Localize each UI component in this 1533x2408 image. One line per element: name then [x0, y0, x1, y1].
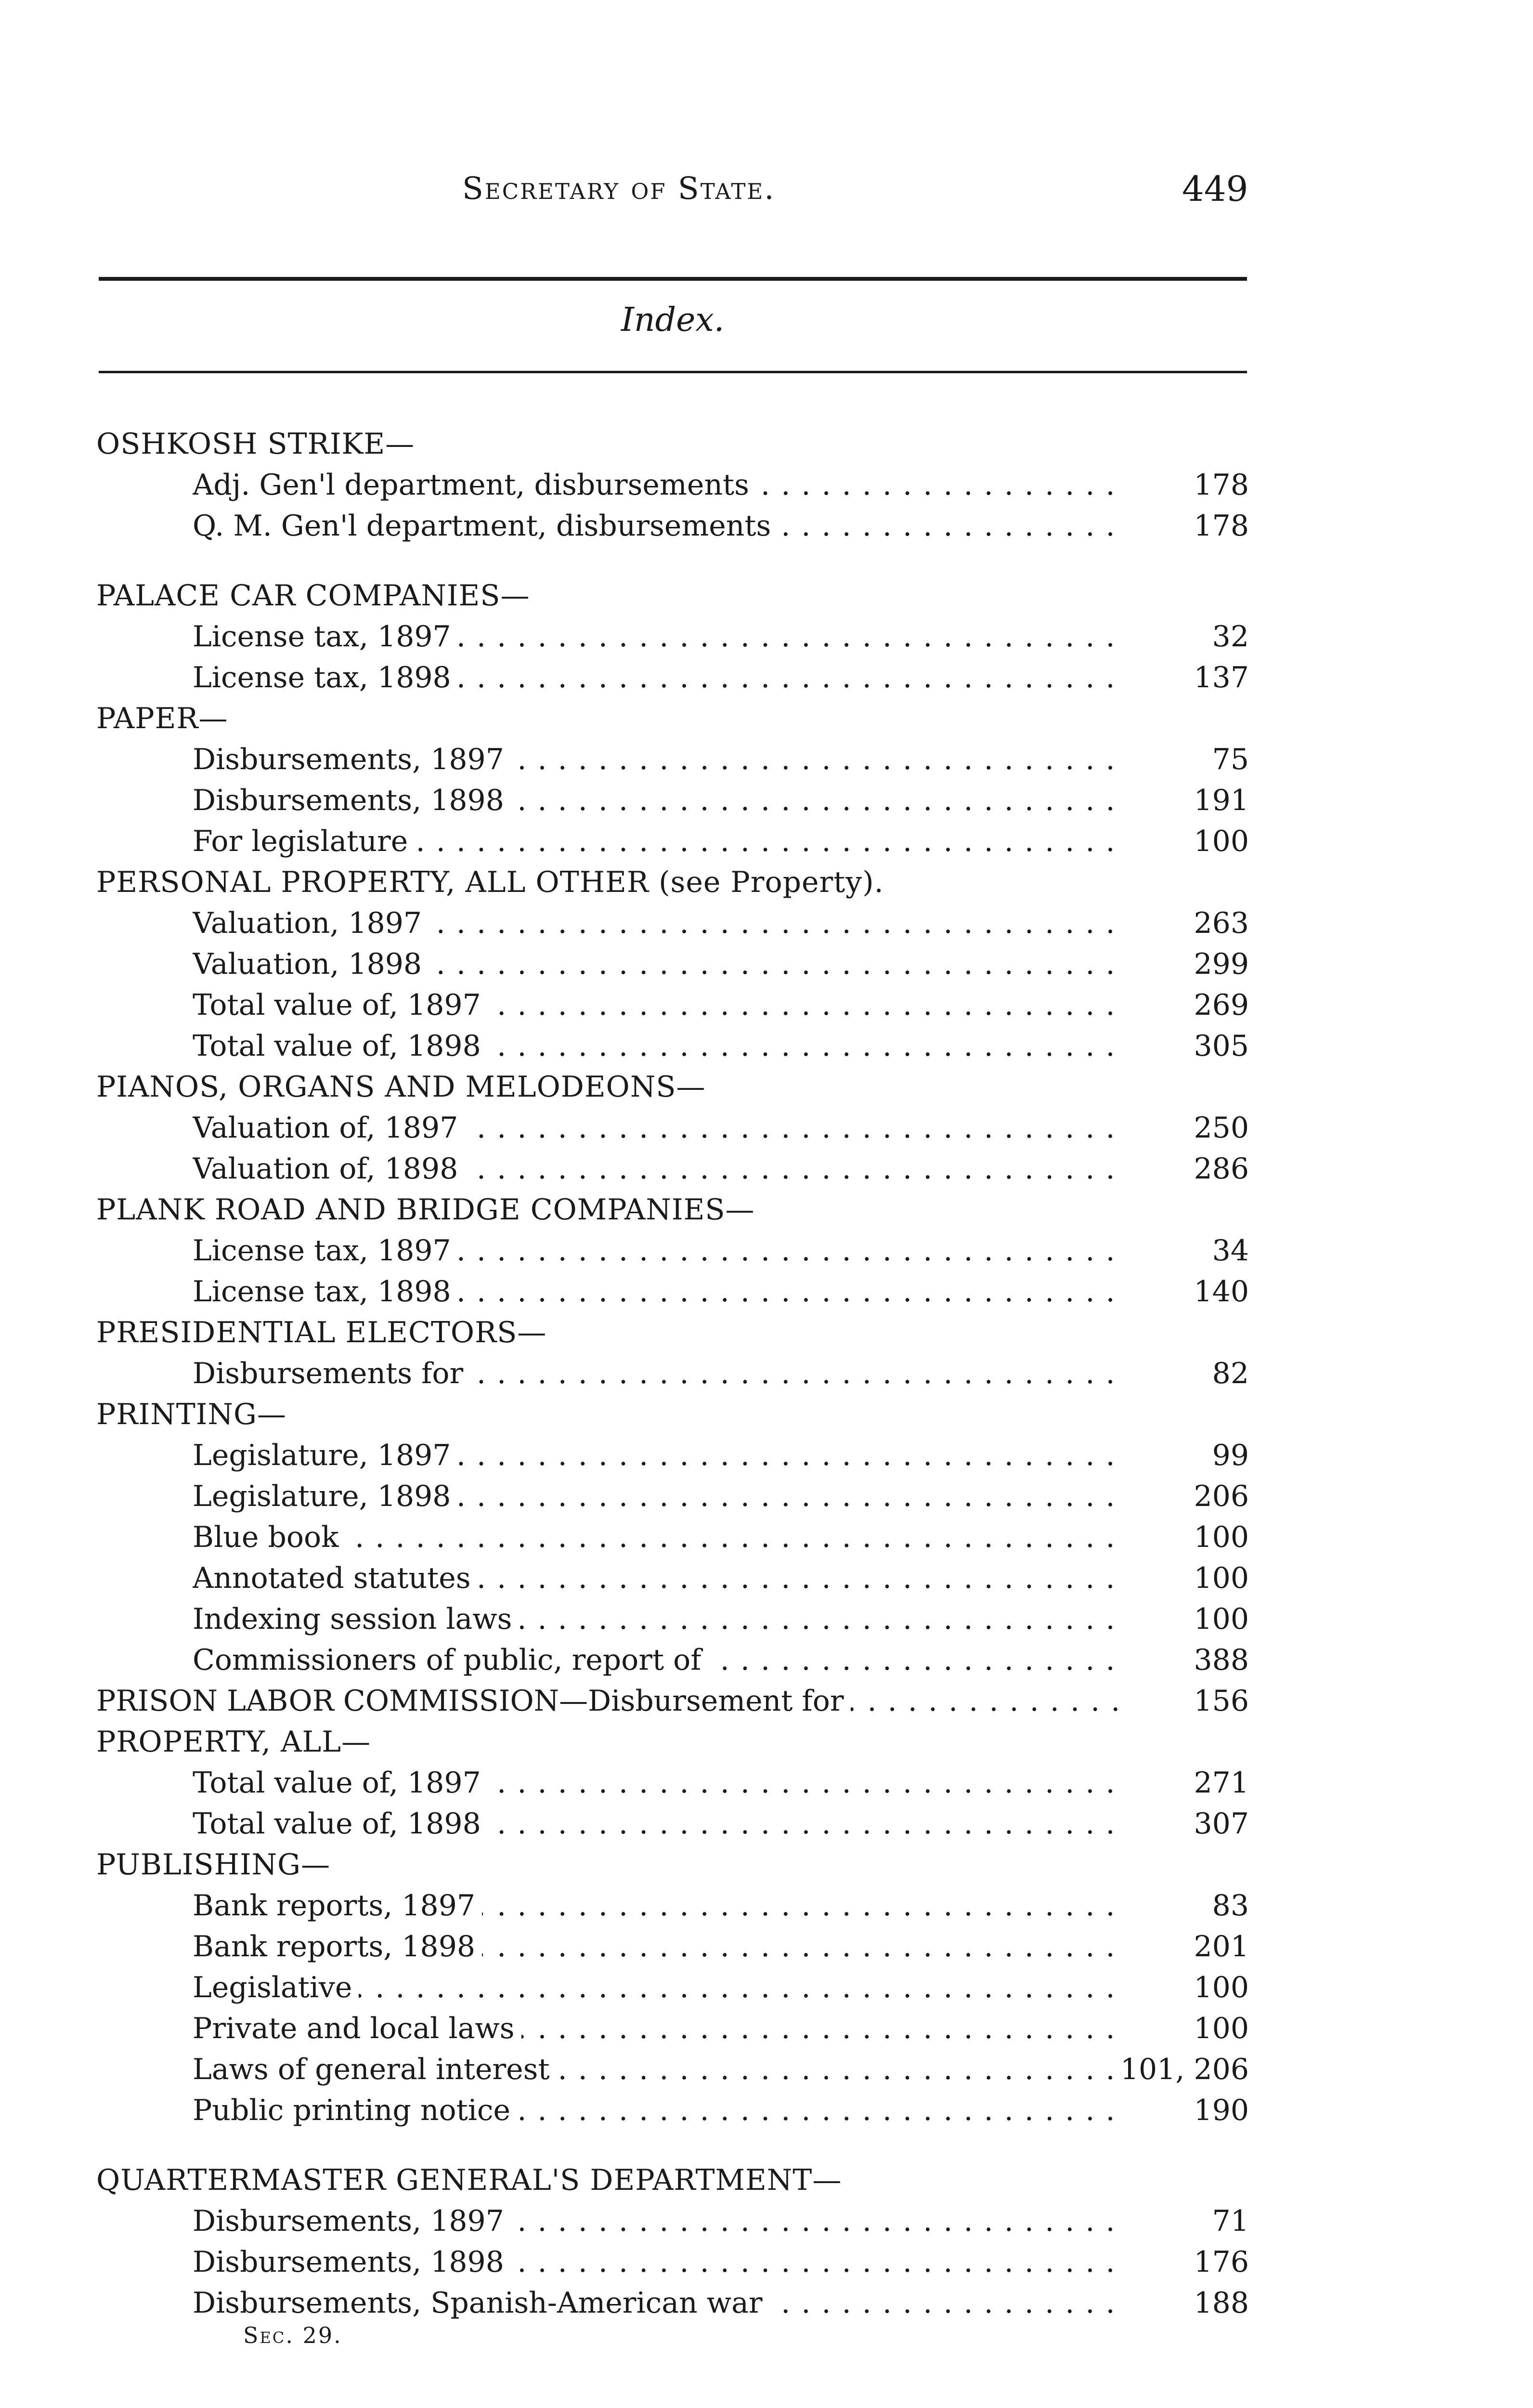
- entry-page-number: 299: [1194, 947, 1249, 981]
- entry-page-number: 34: [1212, 1234, 1249, 1268]
- index-entry-row: [0, 1640, 1533, 1681]
- heading-rule: [99, 371, 1247, 373]
- entry-page-number: 269: [1194, 988, 1249, 1022]
- index-entry-row: [0, 1558, 1533, 1599]
- entry-heading: PALACE CAR COMPANIES—: [96, 579, 530, 613]
- entry-page-number: 188: [1194, 2286, 1249, 2320]
- index-entry-row: [0, 1026, 1533, 1067]
- entry-leader: [193, 1599, 1122, 1640]
- index-heading-row: [0, 862, 1533, 903]
- index-entry-row: [0, 1517, 1533, 1558]
- index-entry-row: [0, 2049, 1533, 2090]
- entry-page-number: 100: [1194, 1602, 1249, 1636]
- index-entry-row: [0, 2008, 1533, 2049]
- index-entry-row: [0, 1149, 1533, 1190]
- index-heading-row: [0, 1394, 1533, 1435]
- index-entry-row: [0, 616, 1533, 657]
- index-entry-row: [0, 1435, 1533, 1476]
- entry-leader: [193, 944, 1122, 985]
- entry-label: Legislative: [193, 1971, 359, 2004]
- entry-leader: [193, 903, 1122, 944]
- entry-label: Valuation, 1898: [193, 947, 429, 981]
- entry-page-number: 83: [1212, 1889, 1249, 1923]
- entry-leader: [193, 616, 1122, 657]
- index-entry-row: [0, 903, 1533, 944]
- entry-label: License tax, 1898: [193, 661, 458, 694]
- entry-leader: [193, 821, 1122, 862]
- entry-label: Total value of, 1897: [193, 1766, 488, 1800]
- entry-leader: [193, 1108, 1122, 1149]
- entry-page-number: 99: [1212, 1439, 1249, 1472]
- index-heading-row: [0, 1845, 1533, 1885]
- entry-page-number: 100: [1194, 1561, 1249, 1595]
- entry-leader: [193, 2090, 1122, 2131]
- entry-heading: PERSONAL PROPERTY, ALL OTHER (see Property).: [96, 865, 884, 899]
- entry-page-number: 263: [1194, 906, 1249, 940]
- entry-page-number: 190: [1194, 2094, 1249, 2127]
- index-entry-row: [0, 657, 1533, 698]
- entry-leader: [193, 1763, 1122, 1804]
- entry-label: Bank reports, 1898: [193, 1930, 482, 1963]
- entry-leader: [96, 1681, 1122, 1722]
- index-entry-row: [0, 1108, 1533, 1149]
- entry-leader: [193, 657, 1122, 698]
- entry-label: Disbursements for: [193, 1357, 470, 1390]
- entry-page-number: 286: [1194, 1152, 1249, 1186]
- index-entry-row: [0, 944, 1533, 985]
- entry-leader: [193, 2008, 1122, 2049]
- entry-heading: OSHKOSH STRIKE—: [96, 427, 415, 461]
- entry-leader: [193, 2242, 1122, 2283]
- entry-leader: [193, 2049, 1122, 2090]
- index-entry-row: [0, 780, 1533, 821]
- entry-leader: [193, 1926, 1122, 1967]
- entry-page-number: 75: [1212, 743, 1249, 776]
- index-entry-row: [0, 1476, 1533, 1517]
- index-entry-row: [0, 1230, 1533, 1271]
- entry-page-number: 250: [1194, 1111, 1249, 1145]
- entry-label: Legislature, 1898: [193, 1479, 457, 1513]
- entry-label: Indexing session laws: [193, 1602, 519, 1636]
- index-heading-row: [0, 424, 1533, 465]
- index-entry-row: [0, 821, 1533, 862]
- entry-page-number: 137: [1194, 661, 1249, 694]
- index-entry-row: [0, 2201, 1533, 2242]
- entry-label: Total value of, 1898: [193, 1807, 488, 1841]
- entry-leader: [193, 1476, 1122, 1517]
- entry-page-number: 305: [1194, 1029, 1249, 1063]
- entry-leader: [193, 739, 1122, 780]
- entry-page-number: 271: [1194, 1766, 1249, 1800]
- entry-heading: PUBLISHING—: [96, 1848, 331, 1882]
- entry-leader: [193, 1271, 1122, 1312]
- entry-label: Private and local laws: [193, 2012, 521, 2045]
- index-entries: [0, 424, 1533, 2324]
- entry-page-number: 100: [1194, 824, 1249, 858]
- index-entry-row: [0, 465, 1533, 506]
- page-number: 449: [1182, 169, 1248, 209]
- entry-page-number: 307: [1194, 1807, 1249, 1841]
- entry-leader: [193, 1230, 1122, 1271]
- entry-label: PRISON LABOR COMMISSION—Disbursement for: [96, 1684, 851, 1718]
- entry-label: Valuation of, 1897: [193, 1111, 465, 1145]
- entry-label: Disbursements, Spanish-American war: [193, 2286, 769, 2320]
- entry-label: Laws of general interest: [193, 2053, 557, 2086]
- entry-page-number: 101, 206: [1120, 2053, 1249, 2086]
- index-entry-row: [0, 1804, 1533, 1845]
- entry-page-number: 201: [1194, 1930, 1249, 1963]
- entry-page-number: 388: [1194, 1643, 1249, 1677]
- index-heading-row: [0, 576, 1533, 616]
- index-entry-row: [0, 1271, 1533, 1312]
- entry-page-number: 100: [1194, 1971, 1249, 2004]
- entry-heading: PRINTING—: [96, 1398, 286, 1431]
- entry-leader: [193, 1517, 1122, 1558]
- index-heading-row: [0, 1190, 1533, 1230]
- entry-leader: [193, 1640, 1122, 1681]
- index-entry-row: [0, 1353, 1533, 1394]
- entry-page-number: 100: [1194, 2012, 1249, 2045]
- index-entry-row: [0, 1885, 1533, 1926]
- entry-label: Q. M. Gen'l department, disbursements: [193, 509, 778, 543]
- entry-page-number: 176: [1194, 2245, 1249, 2279]
- entry-label: License tax, 1897: [193, 620, 458, 654]
- signature-mark: Sec. 29.: [243, 2322, 342, 2348]
- entry-label: Total value of, 1898: [193, 1029, 488, 1063]
- entry-heading: PROPERTY, ALL—: [96, 1725, 371, 1759]
- entry-label: License tax, 1898: [193, 1275, 458, 1309]
- index-entry-row: [0, 2283, 1533, 2324]
- index-entry-row: [0, 1967, 1533, 2008]
- entry-label: Annotated statutes: [193, 1561, 478, 1595]
- entry-label: Disbursements, 1898: [193, 784, 511, 817]
- entry-label: Public printing notice: [193, 2094, 517, 2127]
- entry-page-number: 178: [1194, 509, 1249, 543]
- entry-page-number: 178: [1194, 468, 1249, 502]
- entry-heading: PIANOS, ORGANS AND MELODEONS—: [96, 1070, 706, 1104]
- entry-label: Adj. Gen'l department, disbursements: [193, 468, 756, 502]
- running-header: Secretary of State.: [462, 171, 776, 207]
- entry-page-number: 191: [1194, 784, 1249, 817]
- entry-heading: PLANK ROAD AND BRIDGE COMPANIES—: [96, 1193, 755, 1227]
- entry-leader: [193, 1149, 1122, 1190]
- index-entry-row: [0, 1763, 1533, 1804]
- entry-leader: [193, 1435, 1122, 1476]
- index-entry-row: [0, 1681, 1533, 1722]
- entry-label: Total value of, 1897: [193, 988, 488, 1022]
- entry-page-number: 140: [1194, 1275, 1249, 1309]
- index-heading-row: [0, 1067, 1533, 1108]
- entry-leader: [193, 2201, 1122, 2242]
- index-entry-row: [0, 985, 1533, 1026]
- entry-leader: [193, 780, 1122, 821]
- index-entry-row: [0, 506, 1533, 547]
- entry-heading: QUARTERMASTER GENERAL'S DEPARTMENT—: [96, 2163, 842, 2197]
- index-entry-row: [0, 1599, 1533, 1640]
- index-entry-row: [0, 2242, 1533, 2283]
- index-heading-row: [0, 698, 1533, 739]
- entry-page-number: 71: [1212, 2204, 1249, 2238]
- index-entry-row: [0, 1926, 1533, 1967]
- entry-leader: [193, 506, 1122, 547]
- header-rule: [99, 277, 1247, 281]
- entry-label: Valuation, 1897: [193, 906, 429, 940]
- entry-leader: [193, 985, 1122, 1026]
- entry-label: Disbursements, 1898: [193, 2245, 511, 2279]
- entry-leader: [193, 1804, 1122, 1845]
- index-heading-row: [0, 1312, 1533, 1353]
- index-heading-row: [0, 2160, 1533, 2201]
- entry-page-number: 32: [1212, 620, 1249, 654]
- entry-label: Valuation of, 1898: [193, 1152, 465, 1186]
- entry-leader: [193, 465, 1122, 506]
- index-heading-row: [0, 1722, 1533, 1763]
- index-heading: Index.: [621, 301, 725, 339]
- entry-label: License tax, 1897: [193, 1234, 458, 1268]
- entry-label: Commissioners of public, report of: [193, 1643, 708, 1677]
- entry-label: Blue book: [193, 1520, 346, 1554]
- entry-page-number: 100: [1194, 1520, 1249, 1554]
- entry-leader: [193, 1885, 1122, 1926]
- entry-label: Bank reports, 1897: [193, 1889, 482, 1923]
- entry-leader: [193, 1967, 1122, 2008]
- entry-leader: [193, 2283, 1122, 2324]
- entry-page-number: 156: [1194, 1684, 1249, 1718]
- entry-leader: [193, 1026, 1122, 1067]
- entry-leader: [193, 1558, 1122, 1599]
- entry-page-number: 82: [1212, 1357, 1249, 1390]
- entry-heading: PRESIDENTIAL ELECTORS—: [96, 1316, 547, 1349]
- entry-leader: [193, 1353, 1122, 1394]
- entry-label: Disbursements, 1897: [193, 743, 511, 776]
- entry-label: Disbursements, 1897: [193, 2204, 511, 2238]
- entry-page-number: 206: [1194, 1479, 1249, 1513]
- index-entry-row: [0, 739, 1533, 780]
- entry-heading: PAPER—: [96, 702, 228, 735]
- index-entry-row: [0, 2090, 1533, 2131]
- entry-label: For legislature: [193, 824, 415, 858]
- entry-label: Legislature, 1897: [193, 1439, 457, 1472]
